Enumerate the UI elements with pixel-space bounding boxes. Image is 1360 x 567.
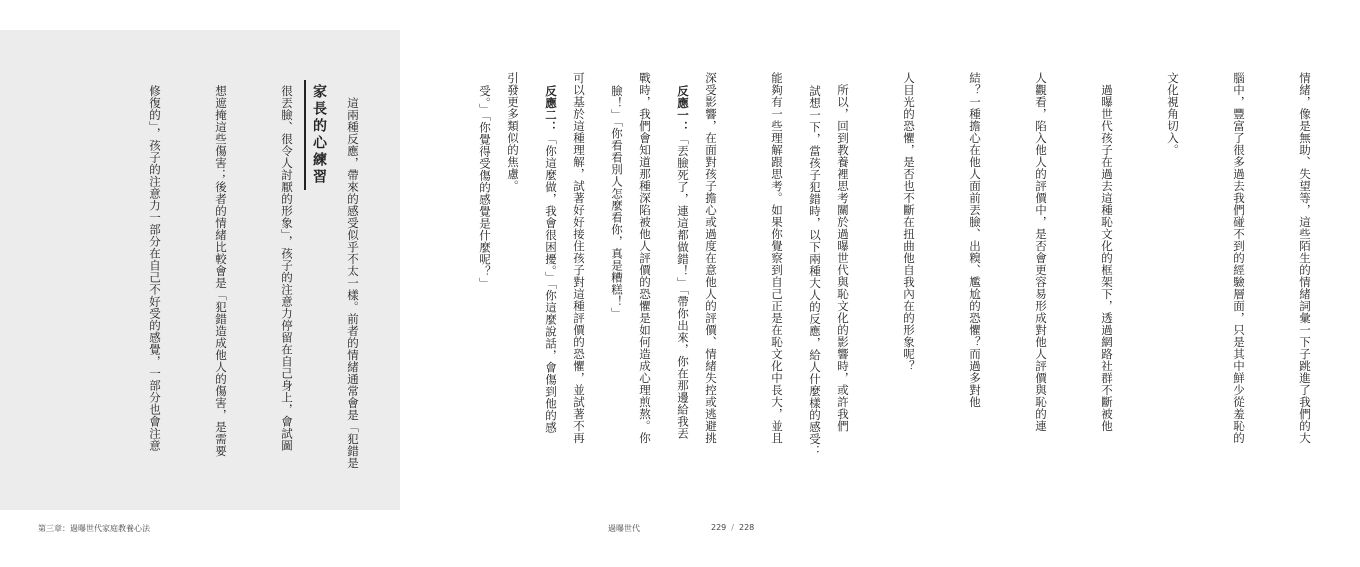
text-column: 可以基於這種理解，試著好好接住孩子對這種評價的恐懼，並試著不再 <box>572 72 586 444</box>
text-column: 過曝世代孩子在過去這種恥文化的框架下，透過網路社群不斷被他 <box>1100 72 1114 432</box>
intro-line: 試想一下，當孩子犯錯時，以下兩種大人的反應，給人什麼樣的感受： <box>808 85 822 457</box>
text-column: 戰時，我們會知道那種深陷被他人評價的恐懼是如何造成心理煎熬。你 <box>638 72 652 444</box>
reaction-two-text: 「你這麼做，我會很困擾。」「你這麼說話，會傷到他的感 <box>544 133 558 434</box>
reaction-one-line: 臉！」「你看看別人怎麼看你，真是糟糕！」 <box>610 85 624 320</box>
reaction-one-label: 反應一： <box>676 85 690 133</box>
text-column: 能夠有一些理解跟思考。如果你覺察到自己正是在恥文化中長大，並且 <box>770 72 784 444</box>
page-numbers <box>711 523 754 532</box>
box-title: 家長的心練習 <box>304 80 332 190</box>
text-column: 引發更多類似的焦慮。 <box>506 72 520 192</box>
reaction-two-label: 反應二： <box>544 85 558 133</box>
reaction-two-line <box>540 85 562 434</box>
text-column: 腦中，豐富了很多過去我們碰不到的經驗層面，只是其中鮮少從羞恥的 <box>1232 72 1246 444</box>
text-column: 文化視角切入。 <box>1166 72 1180 156</box>
spacer-line <box>408 85 430 425</box>
page-number-divider: / <box>731 523 734 532</box>
text-column: 結？一種擔心在他人面前丟臉、出糗、尷尬的恐懼？而過多對他 <box>968 72 982 408</box>
spacer-line <box>738 85 760 425</box>
page-number-right: 228 <box>738 523 755 532</box>
text-column: 所以，回到教養裡思考關於過曝世代與恥文化的影響時，或許我們 <box>836 72 850 432</box>
reaction-two-line: 受。」「你覺得受傷的感覺是什麼呢？」 <box>478 85 492 290</box>
reaction-one-line <box>672 85 694 440</box>
text-column: 深受影響，在面對孩子擔心或過度在意他人的評價、情緒失控或逃避挑 <box>704 72 718 444</box>
text-column: 人目光的恐懼，是否也不斷在扭曲他自我內在的形象呢？ <box>902 72 916 372</box>
body-line: 這兩種反應，帶來的感受似乎不太一樣。前者的情緒通常會是「犯錯是 <box>346 85 360 469</box>
body-line: 很丟臉、很令人討厭的形象」，孩子的注意力停留在自己身上，會試圖 <box>280 85 294 452</box>
body-line: 修復的」，孩子的注意力一部分在自己不好受的感覺，一部分也會注意 <box>148 85 162 452</box>
text-column: 人觀看，陷入他人的評價中，是否會更容易形成對他人評價與恥的連 <box>1034 72 1048 432</box>
right-running-head: 過曝世代 <box>608 524 640 533</box>
text-column: 情緒，像是無助、失望等，這些陌生的情緒詞彙一下子跳進了我們的大 <box>1298 72 1312 444</box>
body-line: 想遮掩這些傷害；後者的情緒比較會是「犯錯造成他人的傷害，是需要 <box>214 85 228 457</box>
left-page-body <box>100 85 870 469</box>
left-running-head: 第三章：過曝世代家庭教養心法 <box>38 524 150 533</box>
page-number-left: 229 <box>711 523 727 532</box>
reaction-one-text: 「丟臉死了，連這都做錯！」「帶你出來，你在那邊給我丟 <box>676 133 690 440</box>
